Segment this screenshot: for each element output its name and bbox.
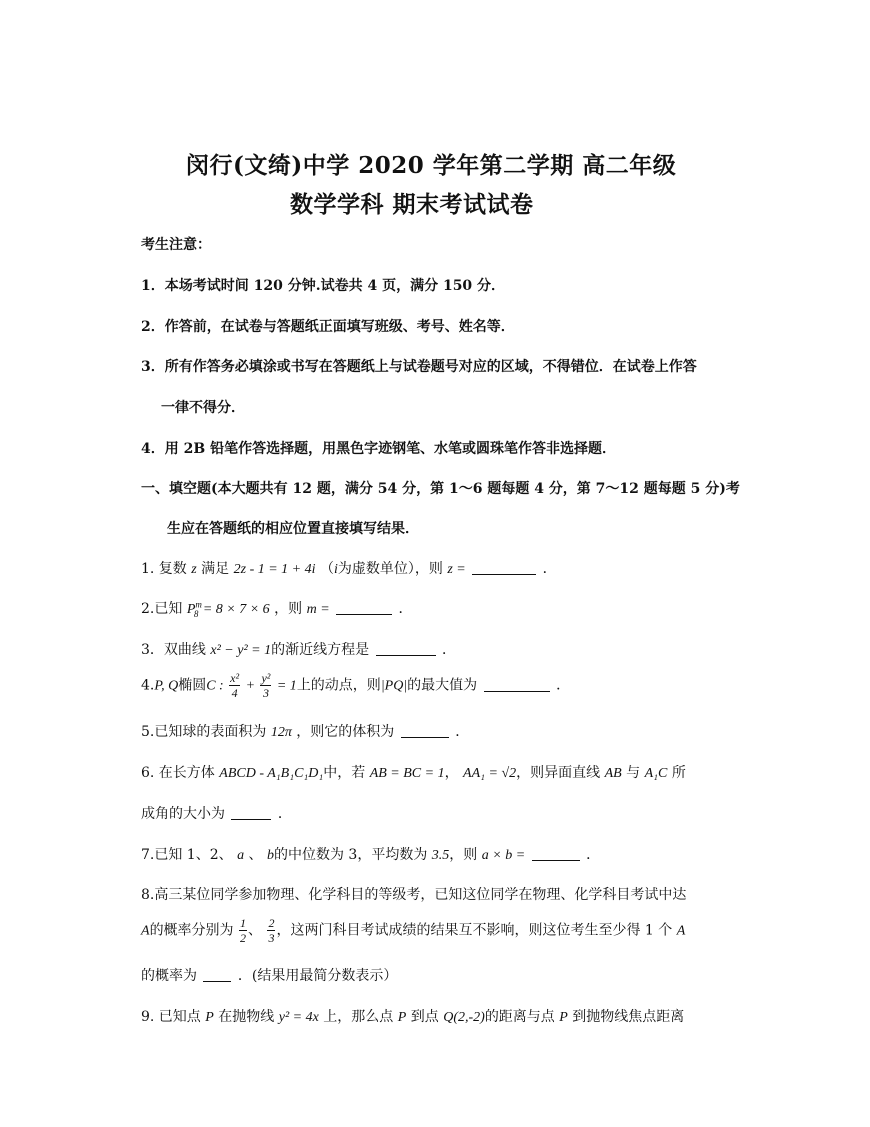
q7-var-b: b — [266, 848, 274, 863]
q4-frac-x-den: 4 — [231, 686, 238, 700]
question-6-line2 — [141, 803, 292, 823]
q4-frac-x — [229, 671, 240, 700]
q4-frac-y — [260, 671, 271, 700]
notice-item-2: 2．作答前，在试卷与答题纸正面填写班级、考号、姓名等． — [141, 319, 515, 335]
question-8-line1: 8.高三某位同学参加物理、化学科目的等级考，已知这位同学在物理、化学科目考试中达 — [141, 887, 687, 903]
q4-equals: = 1 — [276, 678, 297, 694]
q1-text-c: （ — [319, 561, 334, 577]
q1-equation: 2z - 1 = 1 + 4i — [233, 562, 316, 577]
q6-text-d: ，则异面直线 — [516, 765, 601, 781]
q7-text-b: 、 — [248, 847, 263, 863]
q5-text-a: 5.已知球的表面积为 — [141, 724, 267, 740]
q9-text-e: 的距离与点 — [484, 1009, 555, 1025]
q5-area: 12π — [270, 725, 292, 740]
question-3 — [141, 639, 456, 659]
q9-point-coords: (2,-2) — [453, 1010, 485, 1025]
q4-vars-pq: P, Q — [154, 678, 179, 694]
q9-point-p3: P — [559, 1010, 568, 1025]
q4-frac-x-num: x² — [230, 671, 240, 685]
q8-answer-blank[interactable] — [203, 967, 231, 982]
q6-text-b: 中，若 — [323, 765, 366, 781]
q8-sep: 、 — [248, 922, 263, 939]
question-7 — [141, 844, 600, 864]
q9-text-a: 9. 已知点 — [141, 1009, 201, 1025]
notice-item-4: 4．用 2B 铅笔作答选择题，用黑色字迹钢笔、水笔或圆珠笔作答非选择题． — [141, 441, 617, 457]
q2-text-a: 2.已知 — [141, 601, 183, 617]
q4-text-a: 4. — [141, 677, 155, 694]
q5-answer-blank[interactable] — [401, 723, 449, 738]
q1-answer-blank[interactable] — [472, 560, 536, 575]
q7-text-c: 的中位数为 3，平均数为 — [273, 847, 428, 863]
q7-text-d: ，则 — [449, 847, 478, 863]
q8-frac-2 — [267, 916, 275, 945]
q4-ellipse-c: C : — [206, 678, 224, 694]
q9-point-p2: P — [397, 1010, 407, 1025]
q9-text-b: 在抛物线 — [218, 1009, 275, 1025]
q7-answer-blank[interactable] — [532, 846, 580, 861]
q1-var-i: i — [333, 562, 338, 577]
question-5 — [141, 721, 469, 741]
q9-point-q: Q — [443, 1010, 454, 1025]
q8-frac-1-den: 2 — [240, 931, 247, 945]
q2-perm-sub: 8 — [193, 608, 199, 619]
q6-line2-text: 成角的大小为 — [141, 806, 225, 822]
q8-frac-2-num: 2 — [268, 916, 275, 930]
q6-eq2: AA₁ = √2 — [463, 766, 517, 781]
notice-item-3-cont: 一律不得分． — [161, 400, 245, 416]
q3-equation: x² − y² = 1 — [210, 643, 272, 658]
q1-var-z: z — [191, 562, 197, 577]
q1-answer-label: z = — [447, 562, 466, 577]
q3-answer-blank[interactable] — [376, 641, 436, 656]
q9-point-p1: P — [205, 1010, 214, 1025]
q5-end: ． — [455, 724, 470, 740]
q4-end: ． — [556, 677, 571, 694]
q7-average: 3.5 — [431, 848, 450, 863]
q9-text-f: 到抛物线焦点距离 — [572, 1009, 685, 1025]
question-9 — [141, 1006, 684, 1026]
q8-var-a1: A — [141, 923, 150, 939]
q4-text-e: 上的动点，则 — [296, 677, 381, 694]
q4-plus: + — [245, 678, 256, 694]
question-1 — [141, 558, 557, 578]
q4-answer-blank[interactable] — [484, 677, 550, 692]
q7-end: ． — [586, 847, 601, 863]
q8-end: ．(结果用最简分数表示） — [237, 968, 398, 984]
q1-text-a: 1. 复数 — [141, 561, 187, 577]
q6-end: ． — [277, 806, 292, 822]
section1-header-line2: 生应在答题纸的相应位置直接填写结果． — [167, 521, 419, 537]
q4-text-f: 的最大值为 — [407, 677, 478, 694]
q4-frac-y-num: y² — [261, 671, 271, 685]
q6-box: ABCD - A₁B₁C₁D₁ — [219, 766, 324, 781]
q6-line-a1c: A₁C — [644, 766, 668, 781]
q4-frac-y-den: 3 — [262, 686, 269, 700]
q3-end: ． — [442, 642, 456, 658]
q6-answer-blank[interactable] — [231, 805, 271, 820]
q8-frac-2-den: 3 — [268, 931, 275, 945]
q4-abs-pq: |PQ| — [380, 678, 408, 694]
q1-text-d: 为虚数单位），则 — [337, 561, 443, 577]
q7-var-a: a — [237, 848, 245, 863]
q2-perm-sup: m — [195, 599, 202, 610]
q6-text-f: 所 — [671, 765, 686, 781]
q2-end: ． — [398, 601, 413, 617]
q8-line3-text: 的概率为 — [141, 968, 197, 984]
q2-perm — [186, 599, 202, 619]
notice-header: 考生注意： — [141, 237, 211, 253]
question-2 — [141, 598, 413, 619]
exam-title-line1: 闵行(文绮)中学 2020 学年第二学期 高二年级 — [186, 152, 677, 179]
section1-header-line1: 一、填空题(本大题共有 12 题，满分 54 分，第 1～6 题每题 4 分，第 7～12 题每题 5 分)考 — [141, 481, 740, 497]
q9-parabola: y² = 4x — [278, 1010, 319, 1025]
q8-var-a2: A — [676, 923, 686, 939]
q9-text-c: 上，那么点 — [323, 1009, 394, 1025]
q2-answer-blank[interactable] — [336, 600, 392, 615]
q2-equation: = 8 × 7 × 6 — [202, 602, 270, 617]
q6-text-c: ， — [444, 765, 459, 781]
q4-text-b: 椭圆 — [178, 677, 207, 694]
exam-title-line2: 数学学科 期末考试试卷 — [290, 191, 534, 218]
q6-line-ab: AB — [604, 766, 622, 781]
q6-text-a: 6. 在长方体 — [141, 765, 215, 781]
q1-text-b: 满足 — [201, 561, 230, 577]
q2-answer-label: m = — [306, 602, 330, 617]
question-8-line2 — [141, 916, 685, 945]
q3-text-a: 3．双曲线 — [141, 642, 206, 658]
q9-text-d: 到点 — [410, 1009, 439, 1025]
q7-answer-label: a × b = — [481, 848, 526, 863]
q7-text-a: 7.已知 1、2、 — [141, 847, 233, 863]
q6-eq1: AB = BC = 1 — [369, 766, 445, 781]
q3-text-b: 的渐近线方程是 — [271, 642, 370, 658]
q8-text-b: ，这两门科目考试成绩的结果互不影响，则这位考生至少得 1 个 — [276, 922, 673, 939]
question-6-line1 — [141, 762, 686, 782]
q8-frac-1-num: 1 — [240, 916, 247, 930]
q5-text-b: ，则它的体积为 — [296, 724, 395, 740]
q6-text-e: 与 — [626, 765, 641, 781]
q8-frac-1 — [239, 916, 247, 945]
question-8-line3 — [141, 965, 397, 985]
q1-end: ． — [542, 561, 557, 577]
notice-item-3: 3．所有作答务必填涂或书写在答题纸上与试卷题号对应的区域，不得错位．在试卷上作答 — [141, 359, 697, 375]
q2-text-b: ，则 — [274, 601, 303, 617]
q8-text-a: 的概率分别为 — [149, 922, 234, 939]
notice-item-1: 1．本场考试时间 120 分钟.试卷共 4 页，满分 150 分． — [141, 278, 506, 294]
q2-perm-p: P — [186, 602, 196, 617]
question-4 — [141, 671, 570, 700]
